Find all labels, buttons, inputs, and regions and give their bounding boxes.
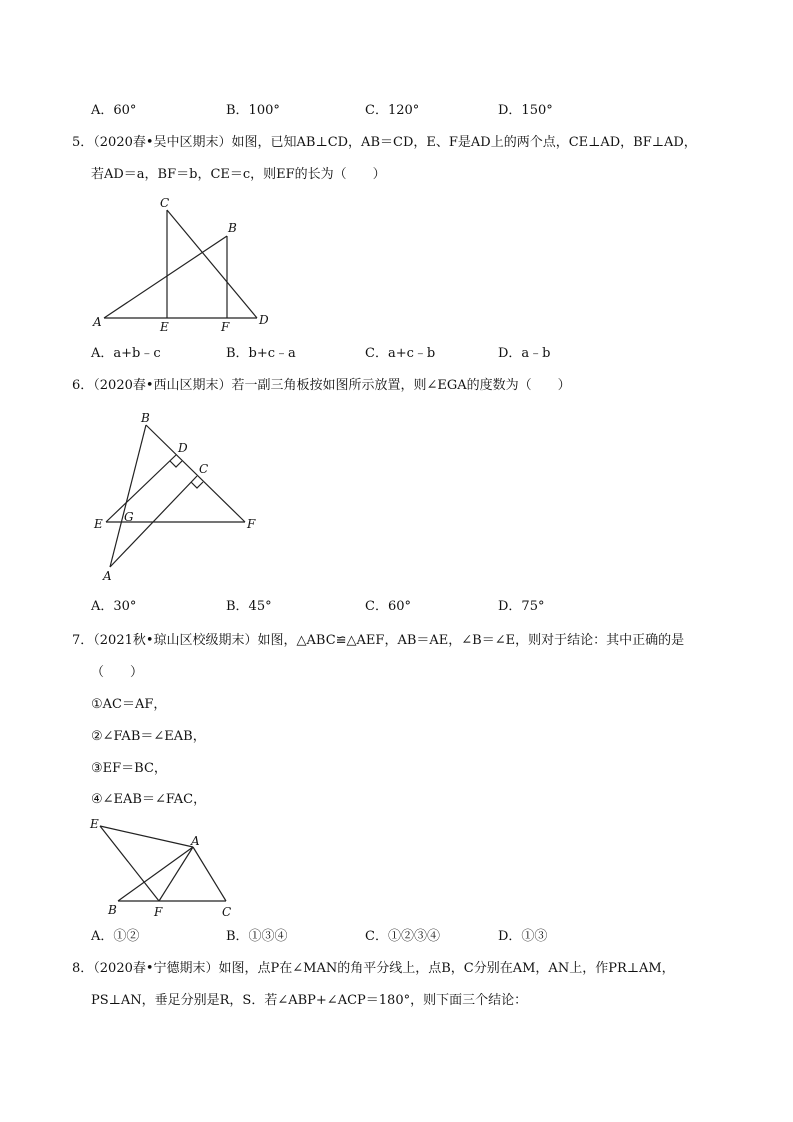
q5-label-c: C [160,196,170,210]
q5-option-a: A．a+b﹣c [91,346,161,361]
q8-stem-line1: 8．（2020春•宁德期末）如图，点P在∠MAN的角平分线上，点B，C分别在AM，AN上，作PR⊥AM， [72,961,675,976]
q6-label-c: C [199,462,209,476]
q7-conclusion-4: ④∠EAB＝∠FAC， [91,792,207,807]
q6-option-b: B．45° [226,599,272,614]
q6-option-a: A．30° [91,599,137,614]
q5-label-f: F [221,320,230,334]
q4-option-c: C．120° [365,103,420,118]
q7-option-a: A．①② [91,929,140,944]
q5-option-d: D．a﹣b [498,346,551,361]
q7-conclusion-2: ②∠FAB＝∠EAB， [91,729,206,744]
q5-stem-line2: 若AD＝a，BF＝b，CE＝c，则EF的长为（ ） [91,167,386,182]
q4-option-d: D．150° [498,103,553,118]
q6-label-a: A [103,569,112,583]
q5-label-a: A [93,315,102,329]
q7-conclusion-1: ①AC＝AF， [91,697,167,712]
q6-label-g: G [124,510,134,524]
q8-stem-line2: PS⊥AN，垂足分别是R，S．若∠ABP+∠ACP＝180°，则下面三个结论： [91,993,528,1008]
q7-stem-line2: （ ） [91,665,144,680]
q7-label-c: C [222,905,232,919]
q5-label-e: E [160,320,169,334]
q7-conclusion-3: ③EF＝BC， [91,761,167,776]
q6-label-b: B [141,411,150,425]
q5-label-b: B [228,221,237,235]
q4-option-b: B．100° [226,103,280,118]
q6-label-e: E [94,517,103,531]
q5-option-c: C．a+c﹣b [365,346,436,361]
q6-label-d: D [178,441,188,455]
q4-option-a: A．60° [91,103,137,118]
q6-label-f: F [247,517,256,531]
q7-figure-lines [100,826,226,901]
q7-label-a: A [191,834,200,848]
q6-option-d: D．75° [498,599,545,614]
q5-stem-line1: 5．（2020春•吴中区期末）如图，已知AB⊥CD，AB＝CD，E、F是AD上的两个点，CE⊥AD，BF⊥AD， [72,135,697,150]
q7-option-c: C．①②③④ [365,929,440,944]
q7-option-b: B．①③④ [226,929,288,944]
q5-option-b: B．b+c﹣a [226,346,296,361]
q5-label-d: D [259,313,269,327]
q7-stem-line1: 7．（2021秋•琼山区校级期末）如图，△ABC≌△AEF，AB＝AE，∠B＝∠E，则对于结论：其中正确的是 [72,633,685,648]
q7-label-f: F [154,905,163,919]
q6-stem-line1: 6．（2020春•西山区期末）若一副三角板按如图所示放置，则∠EGA的度数为（ ） [72,378,571,393]
q6-option-c: C．60° [365,599,411,614]
q7-option-d: D．①③ [498,929,548,944]
q7-label-b: B [108,903,117,917]
q7-label-e: E [90,817,99,831]
